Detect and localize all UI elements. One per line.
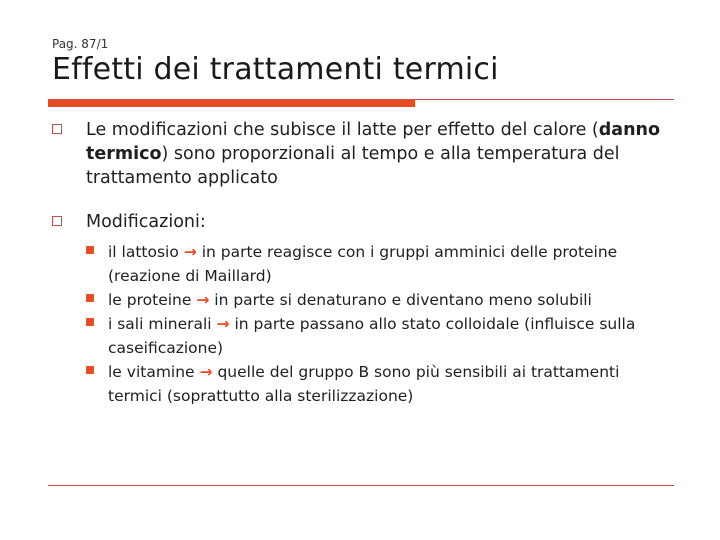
list-item-subject: le vitamine [108, 363, 195, 381]
arrow-right-icon: → [183, 243, 197, 261]
list-item-effect: quelle del gruppo B sono più sensibili ai trattamenti termici (soprattutto alla sterilizzazione) [108, 363, 620, 405]
list-item-text [108, 288, 592, 312]
list-item-effect: in parte reagisce con i gruppi amminici delle proteine (reazione di Maillard) [108, 243, 618, 285]
list-item-subject: i sali minerali [108, 315, 212, 333]
title-accent-bar [48, 100, 415, 107]
list-item [86, 312, 646, 360]
hollow-square-bullet-icon [52, 124, 62, 134]
list-item-text [108, 240, 646, 288]
bullet-intro-text-end: ) sono proporzionali al tempo e alla temperatura del trattamento applicato [86, 144, 620, 188]
list-item [86, 240, 646, 288]
list-item-subject: le proteine [108, 291, 192, 309]
list-item-text [108, 360, 646, 408]
footer-rule [48, 485, 674, 486]
bullet-intro-text [86, 118, 662, 190]
list-item [86, 360, 646, 408]
hollow-square-bullet-icon [52, 216, 62, 226]
filled-square-bullet-icon [86, 318, 94, 326]
bullet-intro-text-start: Le modificazioni che subisce il latte per effetto del calore ( [86, 120, 599, 140]
list-item-effect: in parte passano allo stato colloidale (influisce sulla caseificazione) [108, 315, 636, 357]
arrow-right-icon: → [199, 363, 213, 381]
arrow-right-icon: → [196, 291, 210, 309]
arrow-right-icon: → [216, 315, 230, 333]
bullet-modifications [52, 210, 662, 234]
page-reference: Pag. 87/1 [52, 37, 109, 51]
filled-square-bullet-icon [86, 246, 94, 254]
list-item [86, 288, 646, 312]
bullet-intro [52, 118, 662, 190]
list-item-subject: il lattosio [108, 243, 179, 261]
bullet-modifications-text: Modificazioni: [86, 212, 206, 232]
modifications-list [86, 240, 646, 408]
slide-title: Effetti dei trattamenti termici [52, 52, 499, 87]
list-item-effect: in parte si denaturano e diventano meno solubili [214, 291, 592, 309]
bullet-intro-bold: danno termico [86, 120, 661, 164]
filled-square-bullet-icon [86, 366, 94, 374]
list-item-text [108, 312, 646, 360]
filled-square-bullet-icon [86, 294, 94, 302]
